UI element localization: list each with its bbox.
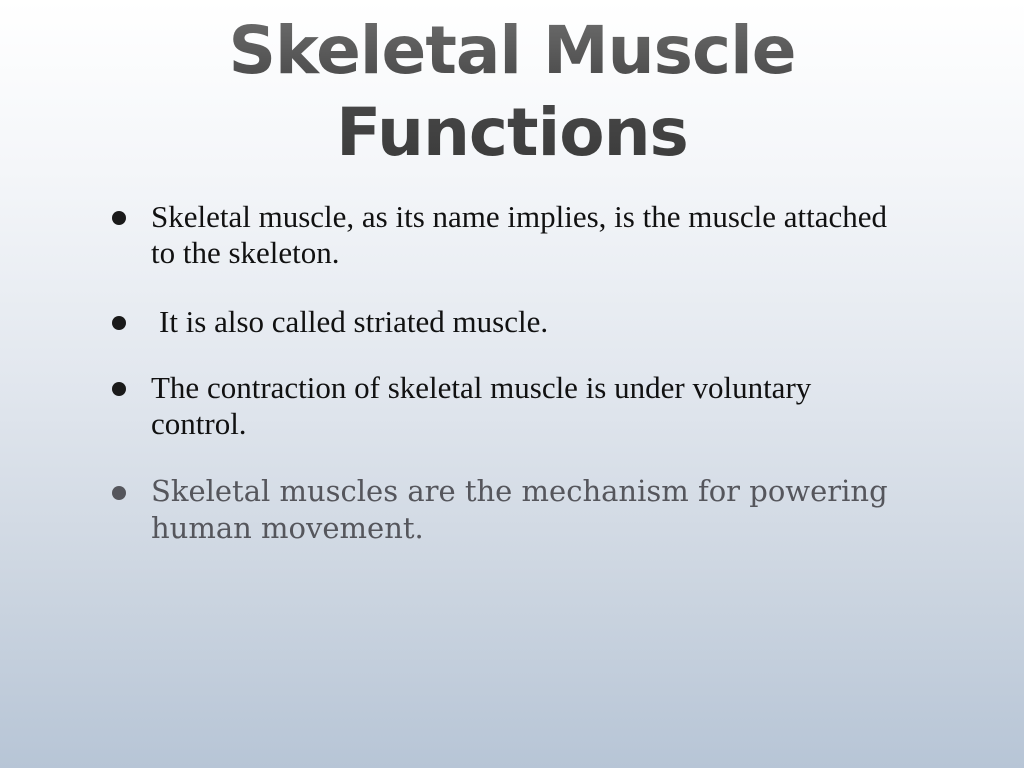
bullet-text: Skeletal muscle, as its name implies, is the muscle attached to the skeleton. xyxy=(151,199,888,270)
bullet-list xyxy=(110,199,910,547)
bullet-text: Skeletal muscles are the mechanism for powering human movement. xyxy=(151,474,888,545)
bullet-item xyxy=(110,473,910,547)
slide-title-line-2: Functions xyxy=(336,94,688,171)
bullet-dot-icon xyxy=(112,382,126,396)
slide-title-line-1: Skeletal Muscle xyxy=(228,12,796,89)
slide-title xyxy=(0,10,1024,174)
bullet-text: The contraction of skeletal muscle is under voluntary control. xyxy=(151,370,812,441)
bullet-item xyxy=(110,370,910,442)
bullet-text: It is also called striated muscle. xyxy=(159,304,549,339)
bullet-dot-icon xyxy=(112,486,126,500)
bullet-dot-icon xyxy=(112,316,126,330)
bullet-item xyxy=(110,304,910,340)
bullet-dot-icon xyxy=(112,211,126,225)
bullet-item xyxy=(110,199,910,271)
